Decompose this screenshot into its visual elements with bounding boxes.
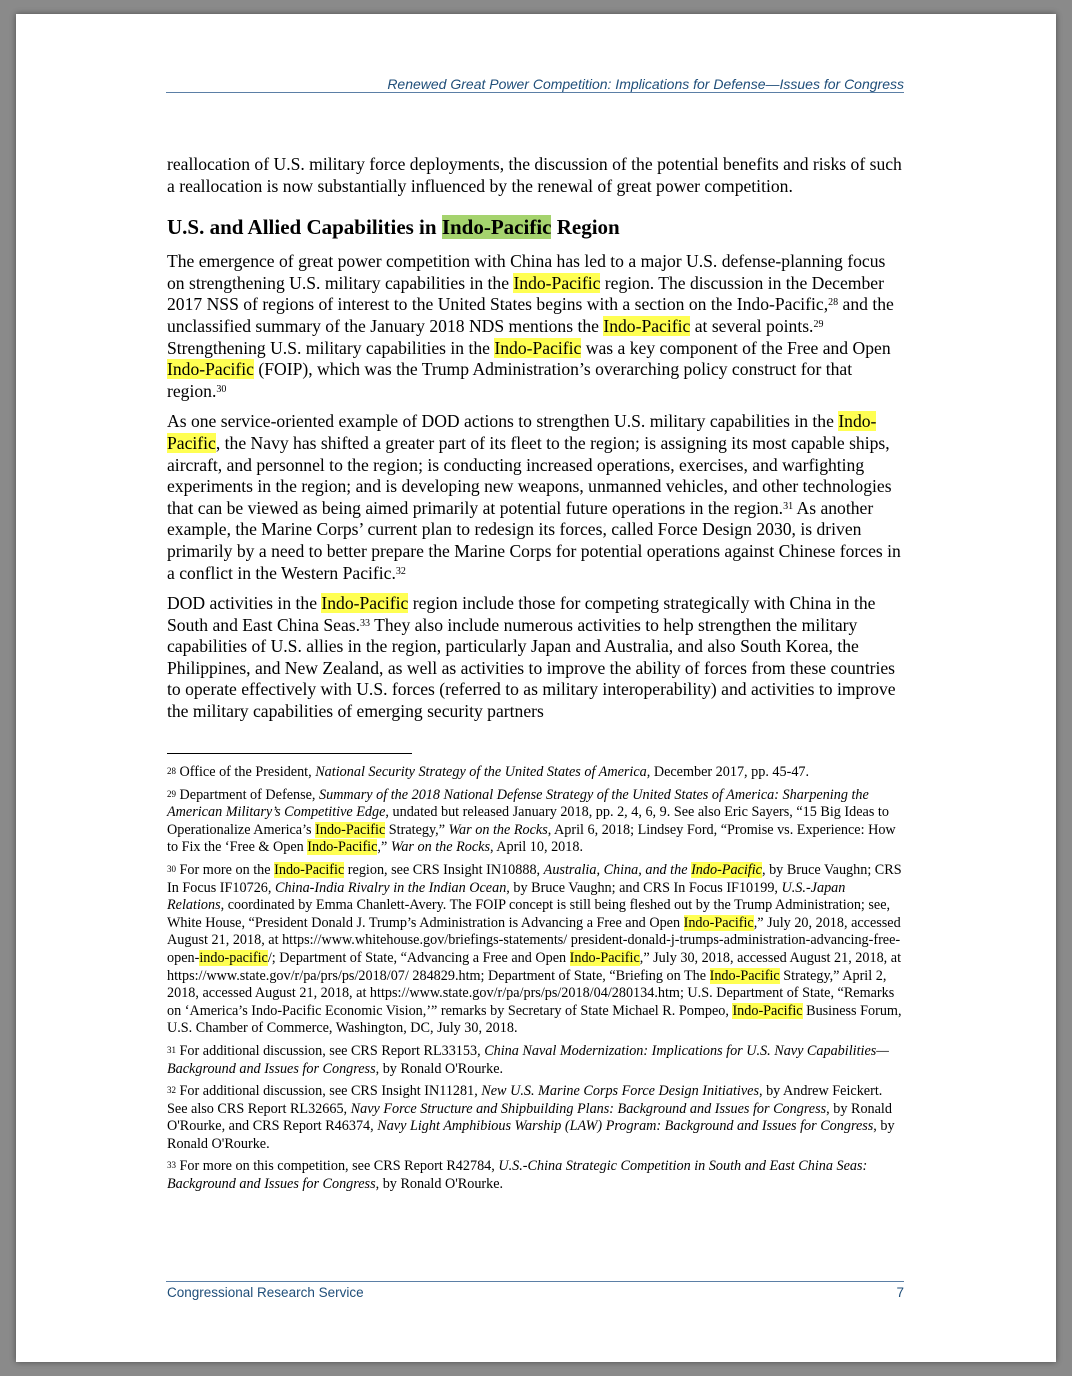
- highlight-term: Indo-Pacific: [569, 949, 640, 966]
- highlight-term: Indo-Pacific: [441, 215, 552, 240]
- footnote-28: $^{28}$ Office of the President, National Security Strategy of the United States of America, December 2017, pp. 45-47.: [167, 764, 810, 780]
- footnote-30: $^{30}$ For more on the Indo-Pacific region, see CRS Insight IN10888, Australia, China, and the Indo-Pacific, by Bruce Vaughn; CRS In Focus IF10726, China-India Rivalry in the Indian Ocean, by Bruce Vaughn; and CRS In Focus IF10199, U.S.-Japan Relations, coordinated by Emma Chanlett-Avery. The FOIP concept is still being fleshed out by the Trump Administration; see, White House, “President Donald J. Trump’s Administration is Advancing a Free and Open Indo-Pacific,” July 20, 2018, accessed August 21, 2018, at https://www.whitehouse.gov/briefings-statements/ president-donald-j-trumps-administration-advancing-free-open-indo-pacific/; Department of State, “Advancing a Free and Open Indo-Pacific,” July 30, 2018, accessed August 21, 2018, at https://www.state.gov/r/pa/prs/ps/2018/07/ 284829.htm; Department of State, “Briefing on The Indo-Pacific Strategy,” April 2, 2018, accessed August 21, 2018, at https://www.state.gov/r/pa/prs/ps/2018/04/280134.htm; U.S. Department of State, “Remarks on ‘America’s Indo-Pacific Economic Vision,’” remarks by Secretary of State Michael R. Pompeo, Indo-Pacific Business Forum, U.S. Chamber of Commerce, Washington, DC, July 30, 2018.: [167, 861, 902, 1037]
- highlight-term: indo-pacific: [199, 949, 268, 966]
- highlight-term: Indo-Pacific: [167, 411, 877, 453]
- footnote-ref[interactable]: 30: [216, 383, 227, 395]
- footnote-ref[interactable]: 28: [828, 297, 839, 309]
- paragraph-1: The emergence of great power competition with China has led to a major U.S. defense-planning focus on strengthening U.S. military capabilities in the Indo-Pacific region. The discussion in the December 2017 NSS of regions of interest to the United States begins with a section on the Indo-Pacific,$^{28}$ and the unclassified summary of the January 2018 NDS mentions the Indo-Pacific at several points.$^{29}$ Strengthening U.S. military capabilities in the Indo-Pacific was a key component of the Free and Open Indo-Pacific (FOIP), which was the Trump Administration’s overarching policy construct for that region.$^{30}$: [167, 251, 894, 401]
- footnote-ref[interactable]: 32: [395, 565, 406, 577]
- running-header: Renewed Great Power Competition: Implications for Defense—Issues for Congress: [387, 76, 904, 92]
- paragraph-2: As one service-oriented example of DOD actions to strengthen U.S. military capabilities in the Indo-Pacific, the Navy has shifted a greater part of its fleet to the region; is assigning its most capable ships, aircraft, and personnel to the region; is conducting increased operations, exercises, and warfighting experiments in the region; and is developing new weapons, unmanned vehicles, and other technologies that can be viewed as being aimed primarily at potential future operations in the region.$^{31}$ As another example, the Marine Corps’ current plan to redesign its forces, called Force Design 2030, is driven primarily by a need to better prepare the Marine Corps for potential operations against Chinese forces in a conflict in the Western Pacific.$^{32}$: [167, 411, 901, 583]
- highlight-term: Indo-Pacific: [494, 337, 582, 358]
- footnotes: [167, 764, 904, 1199]
- footnote-29: $^{29}$ Department of Defense, Summary of the 2018 National Defense Strategy of the United States of America: Sharpening the American Military’s Competitive Edge, undated but released January 2018, pp. 2, 4, 6, 9. See also Eric Sayers, “15 Big Ideas to Operationalize America’s Indo-Pacific Strategy,” War on the Rocks, April 6, 2018; Lindsey Ford, “Promise vs. Experience: How to Fix the ‘Free & Open Indo-Pacific,” War on the Rocks, April 10, 2018.: [167, 786, 896, 856]
- footnote-ref[interactable]: 29: [813, 318, 824, 330]
- footer-rule: [166, 1281, 904, 1282]
- section-heading: U.S. and Allied Capabilities in Indo-Pacific Region: [167, 215, 620, 240]
- highlight-term: Indo-Pacific: [315, 821, 386, 838]
- document-page: [16, 14, 1056, 1362]
- footnote-ref[interactable]: 31: [783, 500, 794, 512]
- highlight-term: Indo-Pacific: [683, 914, 754, 931]
- paragraph-3: DOD activities in the Indo-Pacific region include those for competing strategically with China in the South and East China Seas.$^{33}$ They also include numerous activities to help strengthen the military capabilities of U.S. allies in the region, particularly Japan and Australia, and also South Korea, the Philippines, and New Zealand, as well as activities to improve the ability of forces from these countries to operate effectively with U.S. forces (referred to as military interoperability) and activities to improve the military capabilities of emerging security partners: [167, 593, 896, 722]
- page-number: 7: [896, 1285, 904, 1300]
- highlight-term: Indo-Pacific: [603, 315, 691, 336]
- footnote-31: $^{31}$ For additional discussion, see CRS Report RL33153, China Naval Modernization: Implications for U.S. Navy Capabilities—Background and Issues for Congress, by Ronald O'Rourke.: [167, 1042, 889, 1077]
- highlight-term: Indo-Pacific: [321, 593, 409, 614]
- footnote-separator: [167, 753, 412, 754]
- highlight-term: Indo-Pacific: [307, 839, 378, 856]
- footnote-33: $^{33}$ For more on this competition, see CRS Report R42784, U.S.-China Strategic Competition in South and East China Seas: Background and Issues for Congress, by Ronald O'Rourke.: [167, 1158, 868, 1193]
- footer-org: Congressional Research Service: [167, 1285, 364, 1300]
- header-rule: [166, 92, 904, 93]
- highlight-term: Indo-Pacific: [709, 967, 780, 984]
- intro-paragraph: reallocation of U.S. military force deployments, the discussion of the potential benefits and risks of such a reallocation is now substantially influenced by the renewal of great power competition.: [167, 154, 902, 196]
- footnote-ref[interactable]: 33: [360, 617, 371, 629]
- highlight-term: Indo-Pacific: [167, 359, 254, 380]
- highlight-term: Indo-Pacific: [691, 861, 762, 878]
- highlight-term: Indo-Pacific: [513, 272, 601, 293]
- footnote-32: $^{32}$ For additional discussion, see CRS Insight IN11281, New U.S. Marine Corps Force Design Initiatives, by Andrew Feickert. See also CRS Report RL32665, Navy Force Structure and Shipbuilding Plans: Background and Issues for Congress, by Ronald O'Rourke, and CRS Report R46374, Navy Light Amphibious Warship (LAW) Program: Background and Issues for Congress, by Ronald O'Rourke.: [167, 1083, 895, 1152]
- main-content: [167, 154, 904, 732]
- highlight-term: Indo-Pacific: [732, 1002, 803, 1019]
- highlight-term: Indo-Pacific: [274, 861, 345, 878]
